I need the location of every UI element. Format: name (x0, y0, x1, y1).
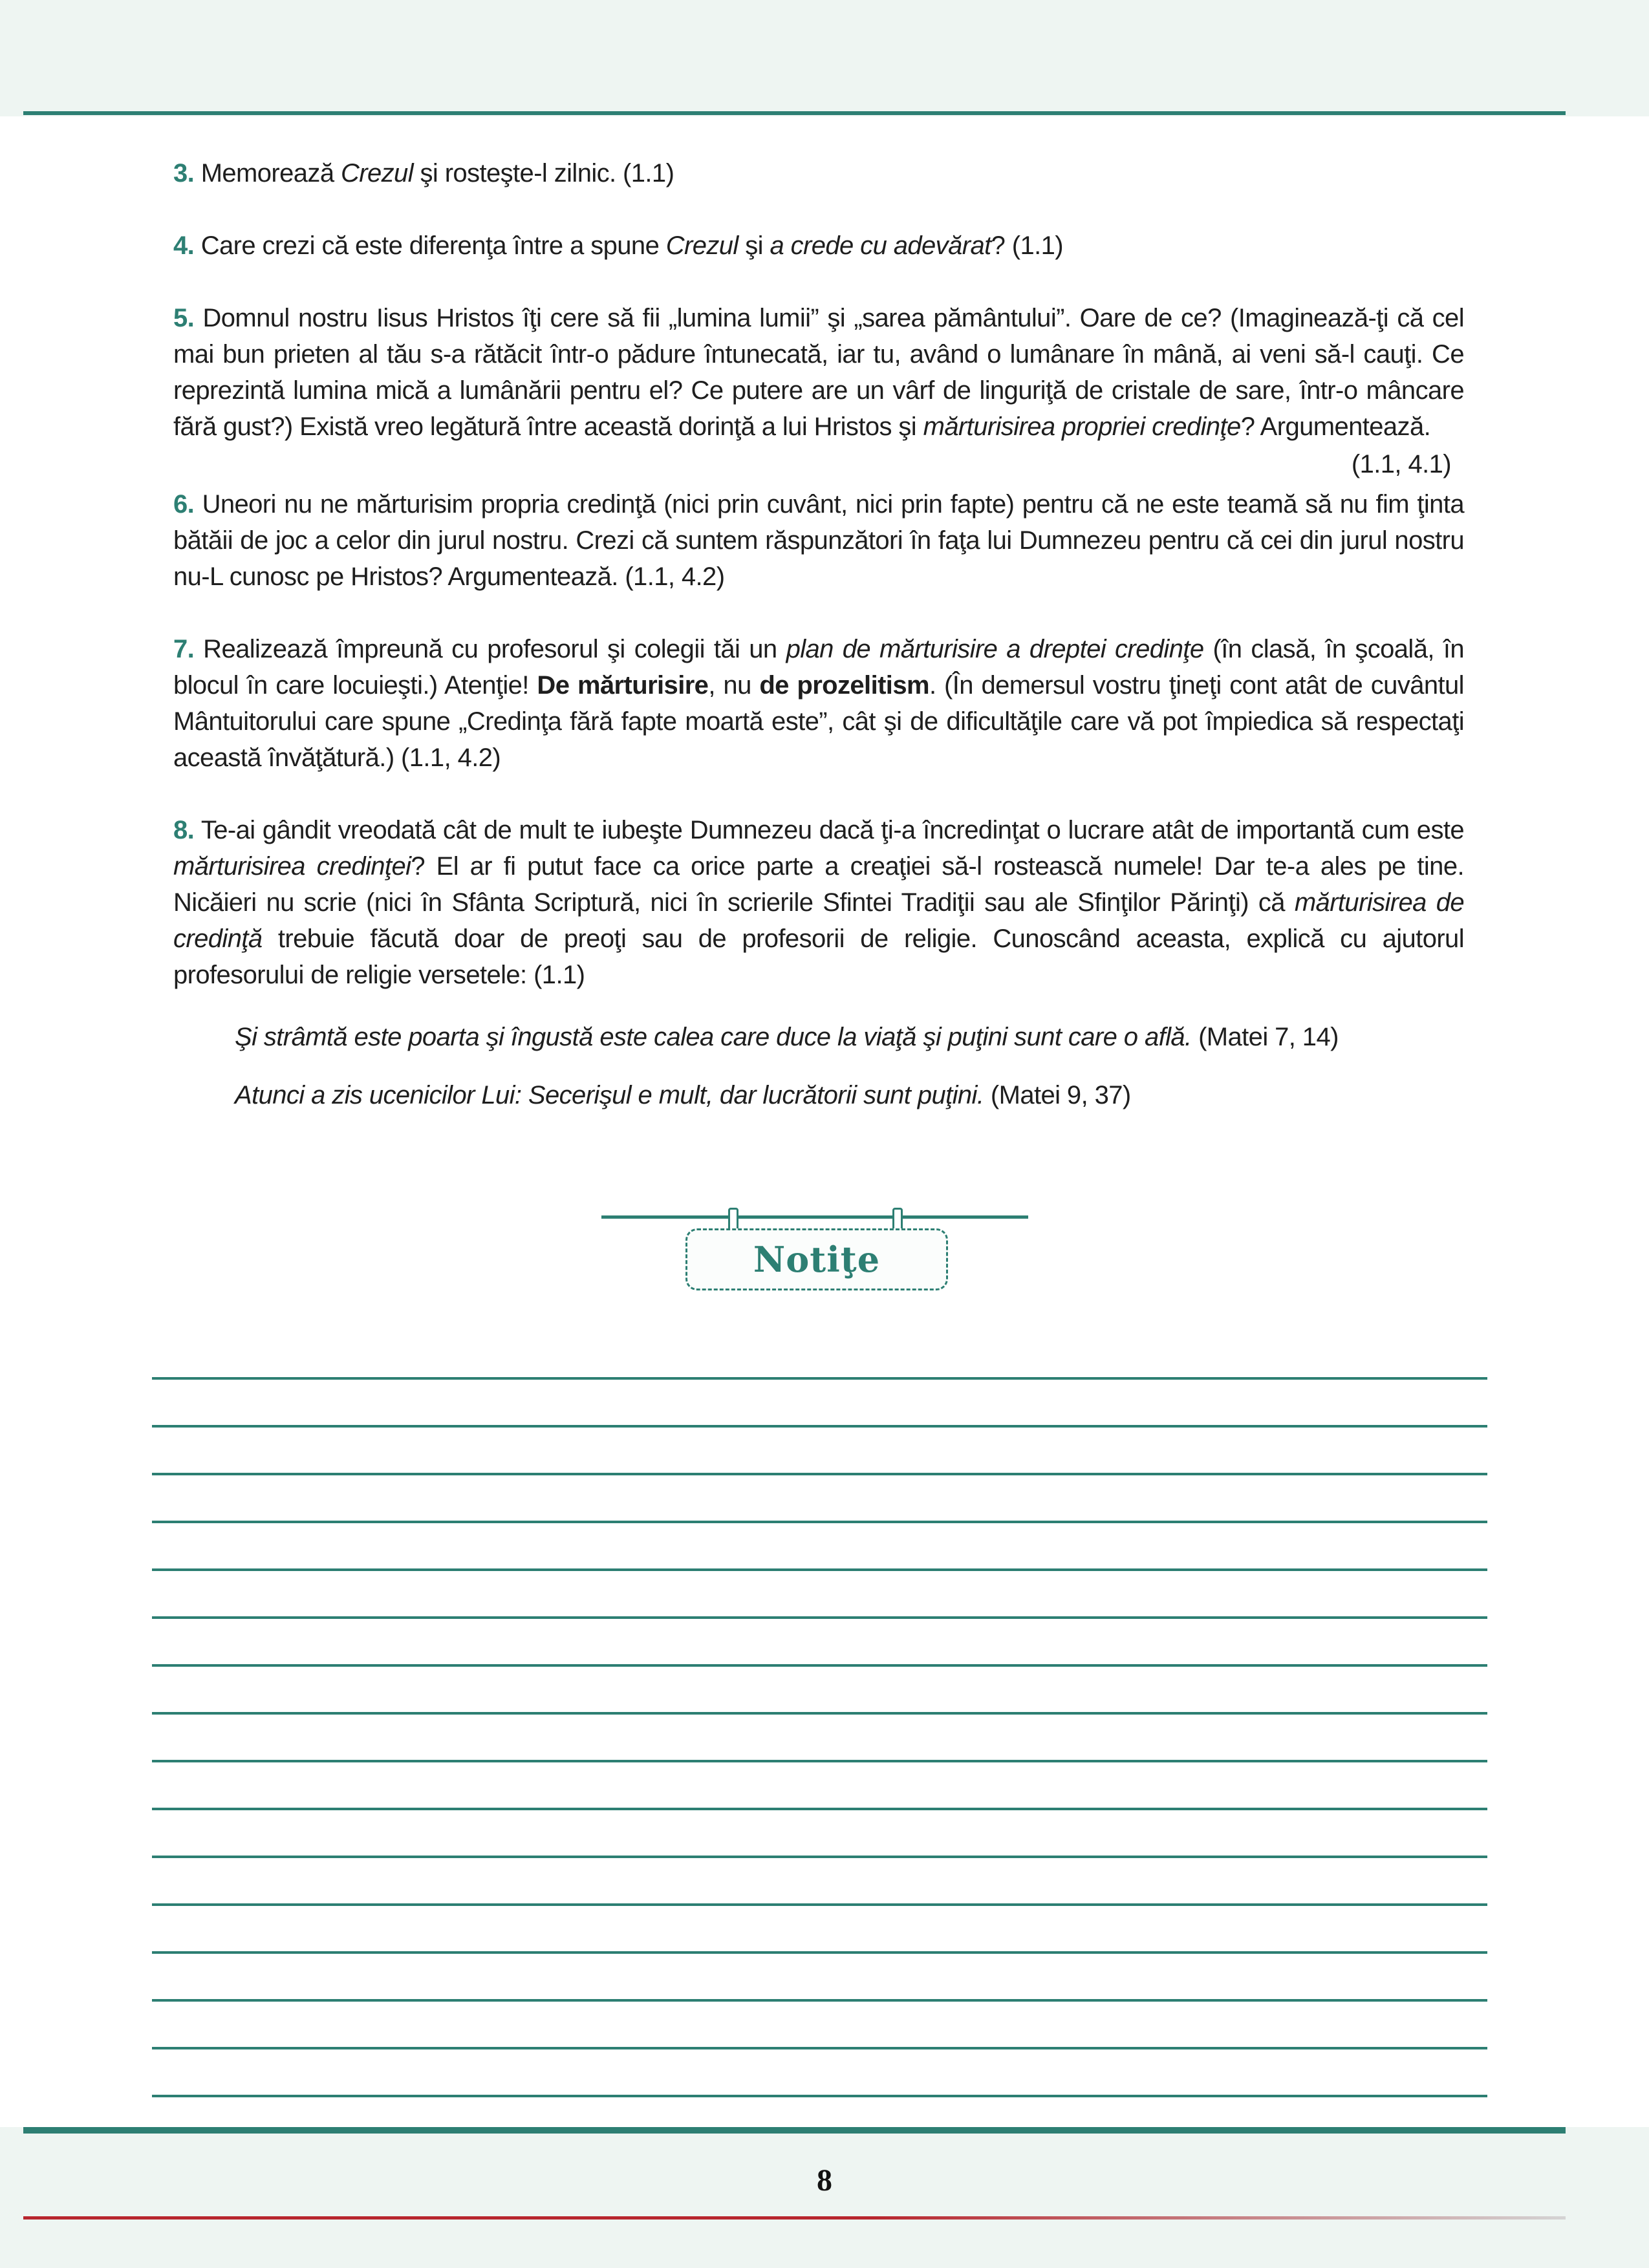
exercise-5: 5. Domnul nostru Iisus Hristos îţi cere să fii „lumina lumii” şi „sarea pământului”. Oare de ce? (Imaginează-ţi că cel mai bun prieten al tău s-a rătăcit într-o pădure întunecată, iar tu, având o lumânare în mână, ai veni să-l cauţi. Ce reprezintă lumina mică a lumânării pentru el? Ce putere are un vârf de linguriţă de cristale de sare, într-o mâncare fără gust?) Există vreo legătură între această dorinţă a lui Hristos şi mărturisirea propriei credinţe? Argumentează. (173, 304, 1464, 441)
note-line (152, 1667, 1487, 1715)
exercise-7: 7. Realizează împreună cu profesorul şi colegii tăi un plan de mărturisire a dreptei credinţe (în clasă, în şcoală, în blocul în care locuieşti.) Atenţie! De mărturisire, nu de prozelitism. (În demersul vostru ţineţi cont atât de cuvântul Mântuitorului care spune „Credinţa fără fapte moartă este”, cât şi de dificultăţile care vă pot împiedica să respectaţi această învăţătură.) (1.1, 4.2) (173, 635, 1465, 772)
note-line (152, 1858, 1487, 1906)
note-line (152, 1523, 1487, 1571)
exercise-8: 8. Te-ai gândit vreodată cât de mult te iubeşte Dumnezeu dacă ţi-a încredinţat o lucrare atât de importantă cum este mărturisirea credinţei? El ar fi putut face ca orice parte a creaţiei să-l rostească numele! Dar te-a ales pe tine. Nicăieri nu scrie (nici în Sfânta Scriptură, nici în scrierile Sfintei Tradiţii sau ale Sfinţilor Părinţi) că mărturisirea de credinţă trebuie făcută doar de preoţi sau de profesorii de religie. Cunoscând aceasta, explică cu ajutorul profesorului de religie versetele: (1.1) (173, 816, 1465, 989)
notes-heading (601, 1203, 1028, 1300)
header-band (0, 0, 1649, 116)
exercise-number: 4. (173, 231, 195, 260)
exercise-number: 5. (173, 304, 195, 332)
exercise-4: 4. Care crezi că este diferenţa între a spune Crezul şi a crede cu adevărat? (1.1) (173, 231, 1064, 260)
exercise-number: 3. (173, 159, 195, 187)
bible-quote: Atunci a zis ucenicilor Lui: Secerişul e mult, dar lucrătorii sunt puţini. (Matei 9, 37) (235, 1081, 1131, 1109)
note-line (152, 1332, 1487, 1380)
note-line (152, 1619, 1487, 1667)
notes-heading-bar (601, 1215, 1028, 1219)
exercise-number: 7. (173, 635, 195, 663)
page-number: 8 (817, 2163, 832, 2198)
note-line (152, 2049, 1487, 2097)
exercise-5-reference: (1.1, 4.1) (1351, 450, 1451, 478)
note-line (152, 2002, 1487, 2049)
note-line (152, 1475, 1487, 1523)
header-rule (23, 111, 1566, 115)
footer-red-rule (23, 2216, 1566, 2220)
note-line (152, 1906, 1487, 1954)
footer-rule (23, 2127, 1566, 2134)
note-line (152, 1762, 1487, 1810)
note-line (152, 1715, 1487, 1762)
exercise-number: 8. (173, 816, 195, 844)
note-line (152, 1380, 1487, 1428)
note-line (152, 1571, 1487, 1619)
exercise-3: 3. Memorează Crezul şi rosteşte-l zilnic. (1.1) (173, 159, 674, 187)
notes-lines (152, 1332, 1487, 2097)
note-line (152, 1428, 1487, 1475)
exercise-number: 6. (173, 490, 195, 519)
exercise-list (173, 155, 1464, 1135)
note-line (152, 1810, 1487, 1858)
notes-label: Notiţe (753, 1239, 881, 1280)
note-line (152, 1954, 1487, 2002)
exercise-6: 6. Uneori nu ne mărturisim propria credinţă (nici prin cuvânt, nici prin fapte) pentru că ne este teamă să nu fim ţinta bătăii de joc a celor din jurul nostru. Crezi că suntem răspunzători în faţa lui Dumnezeu pentru că cei din jurul nostru nu-L cunosc pe Hristos? Argumentează. (1.1, 4.2) (173, 490, 1464, 591)
bible-quote: Şi strâmtă este poarta şi îngustă este calea care duce la viaţă şi puţini sunt care o află. (Matei 7, 14) (235, 1023, 1339, 1051)
notes-label-box (685, 1228, 948, 1290)
